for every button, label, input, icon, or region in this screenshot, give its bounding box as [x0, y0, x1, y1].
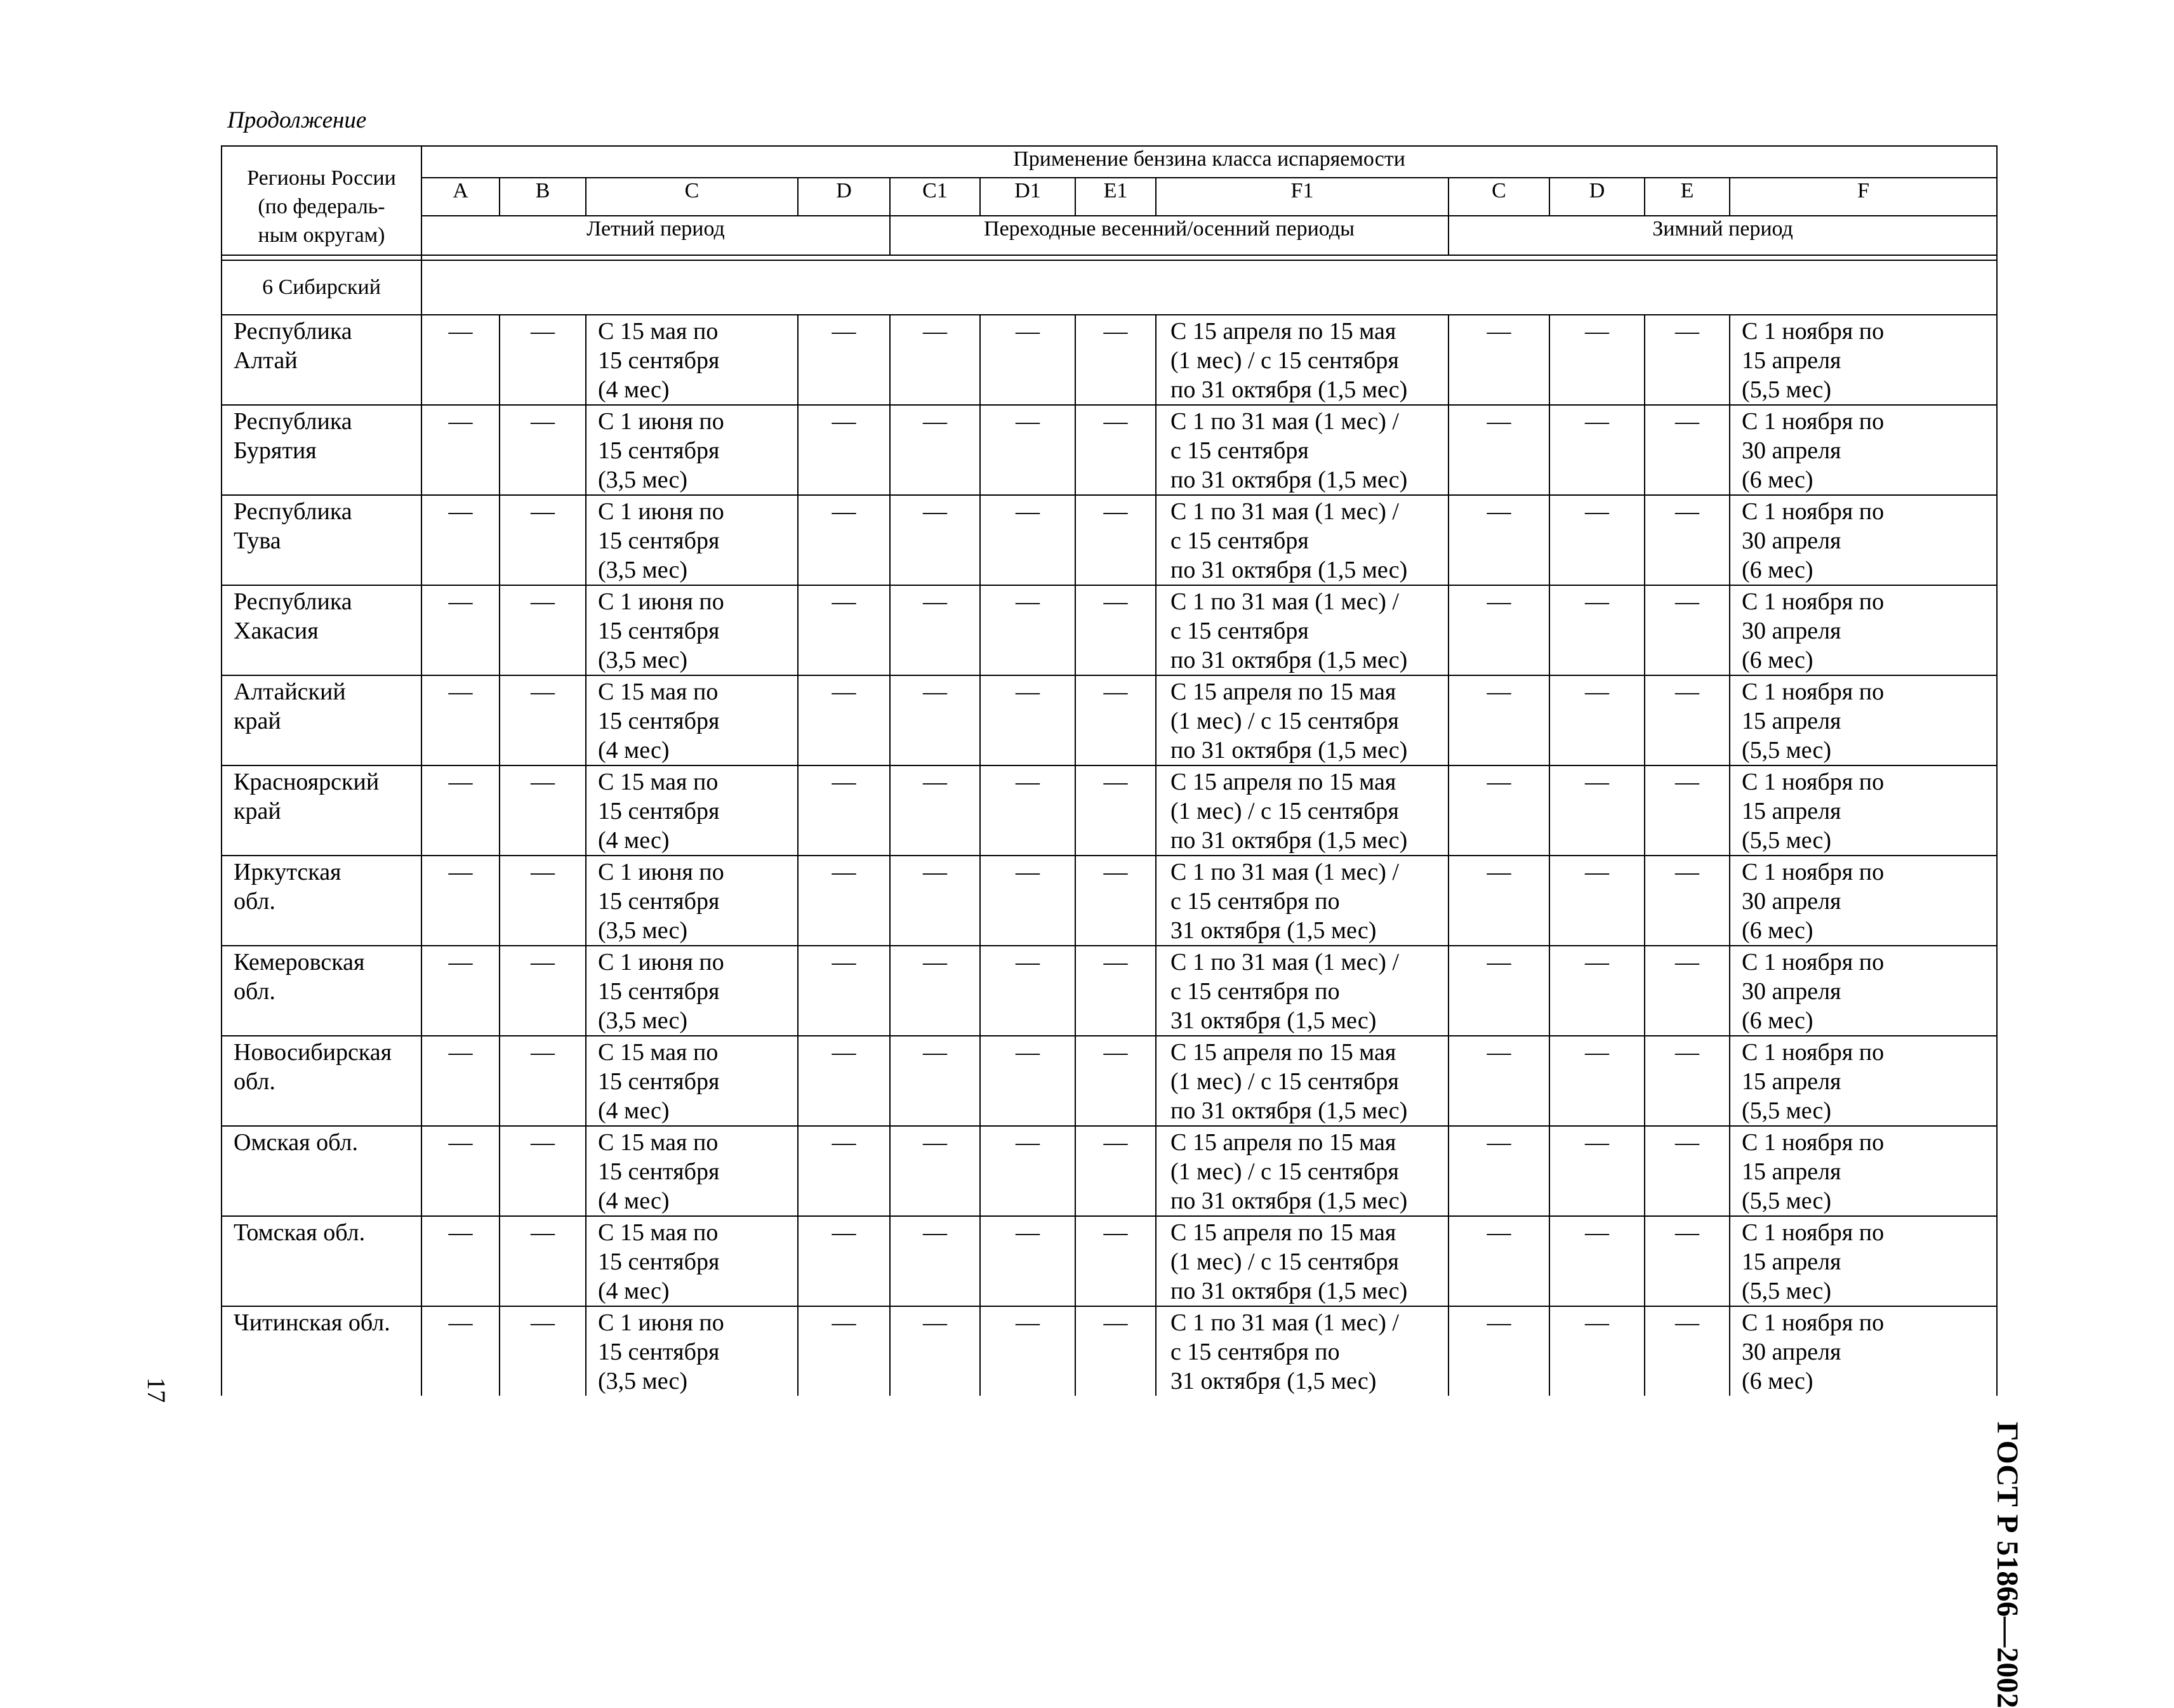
dash-cell: — — [890, 1126, 980, 1216]
dash-cell: — — [421, 315, 500, 405]
dash-cell: — — [798, 675, 890, 765]
dash-cell: — — [1075, 1036, 1156, 1126]
dash-cell: — — [1549, 675, 1645, 765]
dash-cell: — — [890, 1036, 980, 1126]
gasoline-volatility-table — [221, 145, 1998, 1396]
transitional-f1-cell: С 15 апреля по 15 мая (1 мес) / с 15 сентября по 31 октября (1,5 мес) — [1156, 675, 1448, 765]
table-row — [222, 315, 1997, 405]
dash-cell: — — [1448, 765, 1549, 856]
dash-cell: — — [980, 585, 1075, 675]
summer-c-cell: С 15 мая по 15 сентября (4 мес) — [586, 675, 798, 765]
table-row — [222, 765, 1997, 856]
dash-cell: — — [980, 495, 1075, 585]
dash-cell: — — [421, 675, 500, 765]
class-header-9: D — [1549, 178, 1645, 216]
region-cell: Омская обл. — [222, 1126, 421, 1216]
winter-f-cell: С 1 ноября по 15 апреля (5,5 мес) — [1730, 1216, 1997, 1306]
dash-cell: — — [1075, 1306, 1156, 1396]
page-number: 17 — [142, 1377, 171, 1403]
data-rows — [222, 315, 1997, 1396]
winter-f-cell: С 1 ноября по 15 апреля (5,5 мес) — [1730, 765, 1997, 856]
dash-cell: — — [890, 405, 980, 495]
regions-header: Регионы России (по федераль- ным округам) — [222, 146, 421, 255]
dash-cell: — — [798, 315, 890, 405]
dash-cell: — — [798, 856, 890, 946]
dash-cell: — — [500, 856, 586, 946]
winter-f-cell: С 1 ноября по 30 апреля (6 мес) — [1730, 495, 1997, 585]
region-cell: Новосибирская обл. — [222, 1036, 421, 1126]
dash-cell: — — [500, 946, 586, 1036]
class-header-6: E1 — [1075, 178, 1156, 216]
dash-cell: — — [1549, 1126, 1645, 1216]
winter-f-cell: С 1 ноября по 30 апреля (6 мес) — [1730, 585, 1997, 675]
summer-c-cell: С 1 июня по 15 сентября (3,5 мес) — [586, 585, 798, 675]
class-header-3: D — [798, 178, 890, 216]
dash-cell: — — [798, 585, 890, 675]
dash-cell: — — [1549, 856, 1645, 946]
dash-cell: — — [890, 675, 980, 765]
winter-f-cell: С 1 ноября по 15 апреля (5,5 мес) — [1730, 1126, 1997, 1216]
region-cell: Иркутская обл. — [222, 856, 421, 946]
winter-f-cell: С 1 ноября по 30 апреля (6 мес) — [1730, 405, 1997, 495]
class-header-7: F1 — [1156, 178, 1448, 216]
dash-cell: — — [798, 765, 890, 856]
dash-cell: — — [500, 765, 586, 856]
summer-c-cell: С 15 мая по 15 сентября (4 мес) — [586, 315, 798, 405]
region-cell: Республика Бурятия — [222, 405, 421, 495]
winter-f-cell: С 1 ноября по 30 апреля (6 мес) — [1730, 856, 1997, 946]
dash-cell: — — [1448, 1216, 1549, 1306]
winter-f-cell: С 1 ноября по 30 апреля (6 мес) — [1730, 1306, 1997, 1396]
dash-cell: — — [890, 315, 980, 405]
dash-cell: — — [421, 585, 500, 675]
dash-cell: — — [980, 315, 1075, 405]
application-header: Применение бензина класса испаряемости — [421, 146, 1997, 178]
dash-cell: — — [500, 1036, 586, 1126]
dash-cell: — — [1075, 675, 1156, 765]
dash-cell: — — [798, 1126, 890, 1216]
dash-cell: — — [980, 765, 1075, 856]
document-standard-title: ГОСТ Р 51866—2002 — [1991, 1422, 2024, 1708]
class-header-0: A — [421, 178, 500, 216]
transitional-f1-cell: С 1 по 31 мая (1 мес) / с 15 сентября по 31 октября (1,5 мес) — [1156, 495, 1448, 585]
dash-cell: — — [421, 495, 500, 585]
dash-cell: — — [1448, 315, 1549, 405]
dash-cell: — — [980, 1036, 1075, 1126]
class-header-8: C — [1448, 178, 1549, 216]
dash-cell: — — [798, 1216, 890, 1306]
dash-cell: — — [1549, 1216, 1645, 1306]
dash-cell: — — [1075, 856, 1156, 946]
dash-cell: — — [1645, 315, 1730, 405]
dash-cell: — — [980, 856, 1075, 946]
dash-cell: — — [1448, 675, 1549, 765]
winter-period-header: Зимний период — [1448, 216, 1997, 255]
continuation-label: Продолжение — [227, 107, 367, 133]
dash-cell: — — [1075, 1216, 1156, 1306]
dash-cell: — — [1645, 675, 1730, 765]
transitional-period-header: Переходные весенний/осенний периоды — [890, 216, 1448, 255]
dash-cell: — — [798, 946, 890, 1036]
transitional-f1-cell: С 1 по 31 мая (1 мес) / с 15 сентября по 31 октября (1,5 мес) — [1156, 405, 1448, 495]
summer-c-cell: С 1 июня по 15 сентября (3,5 мес) — [586, 856, 798, 946]
dash-cell: — — [500, 585, 586, 675]
dash-cell: — — [1549, 585, 1645, 675]
dash-cell: — — [1645, 856, 1730, 946]
summer-c-cell: С 1 июня по 15 сентября (3,5 мес) — [586, 946, 798, 1036]
dash-cell: — — [1645, 946, 1730, 1036]
dash-cell: — — [500, 1126, 586, 1216]
dash-cell: — — [1645, 1216, 1730, 1306]
table-row — [222, 856, 1997, 946]
table-row — [222, 1216, 1997, 1306]
region-cell: Республика Хакасия — [222, 585, 421, 675]
dash-cell: — — [1645, 1126, 1730, 1216]
summer-period-header: Летний период — [421, 216, 890, 255]
dash-cell: — — [1645, 405, 1730, 495]
transitional-f1-cell: С 15 апреля по 15 мая (1 мес) / с 15 сентября по 31 октября (1,5 мес) — [1156, 1216, 1448, 1306]
dash-cell: — — [1448, 585, 1549, 675]
dash-cell: — — [980, 1126, 1075, 1216]
winter-f-cell: С 1 ноября по 30 апреля (6 мес) — [1730, 946, 1997, 1036]
dash-cell: — — [1075, 946, 1156, 1036]
dash-cell: — — [421, 1306, 500, 1396]
dash-cell: — — [1645, 765, 1730, 856]
dash-cell: — — [890, 1306, 980, 1396]
dash-cell: — — [421, 856, 500, 946]
dash-cell: — — [890, 856, 980, 946]
dash-cell: — — [1549, 946, 1645, 1036]
dash-cell: — — [1448, 495, 1549, 585]
winter-f-cell: С 1 ноября по 15 апреля (5,5 мес) — [1730, 1036, 1997, 1126]
summer-c-cell: С 15 мая по 15 сентября (4 мес) — [586, 1216, 798, 1306]
region-cell: Красноярский край — [222, 765, 421, 856]
dash-cell: — — [1549, 765, 1645, 856]
dash-cell: — — [980, 405, 1075, 495]
class-header-5: D1 — [980, 178, 1075, 216]
transitional-f1-cell: С 1 по 31 мая (1 мес) / с 15 сентября по 31 октября (1,5 мес) — [1156, 585, 1448, 675]
table-row — [222, 585, 1997, 675]
class-header-2: C — [586, 178, 798, 216]
table-row — [222, 675, 1997, 765]
dash-cell: — — [980, 946, 1075, 1036]
dash-cell: — — [1645, 1306, 1730, 1396]
dash-cell: — — [798, 1036, 890, 1126]
summer-c-cell: С 15 мая по 15 сентября (4 мес) — [586, 765, 798, 856]
transitional-f1-cell: С 1 по 31 мая (1 мес) / с 15 сентября по 31 октября (1,5 мес) — [1156, 946, 1448, 1036]
class-header-11: F — [1730, 178, 1997, 216]
table-row — [222, 1306, 1997, 1396]
transitional-f1-cell: С 15 апреля по 15 мая (1 мес) / с 15 сентября по 31 октября (1,5 мес) — [1156, 1126, 1448, 1216]
dash-cell: — — [421, 946, 500, 1036]
dash-cell: — — [1549, 495, 1645, 585]
dash-cell: — — [1075, 405, 1156, 495]
dash-cell: — — [500, 1216, 586, 1306]
region-cell: Кемеровская обл. — [222, 946, 421, 1036]
class-header-4: C1 — [890, 178, 980, 216]
table-row — [222, 495, 1997, 585]
dash-cell: — — [890, 1216, 980, 1306]
dash-cell: — — [890, 495, 980, 585]
dash-cell: — — [1075, 315, 1156, 405]
class-header-1: B — [500, 178, 586, 216]
dash-cell: — — [1448, 1306, 1549, 1396]
dash-cell: — — [980, 1216, 1075, 1306]
summer-c-cell: С 15 мая по 15 сентября (4 мес) — [586, 1126, 798, 1216]
region-cell: Республика Тува — [222, 495, 421, 585]
dash-cell: — — [500, 315, 586, 405]
dash-cell: — — [980, 675, 1075, 765]
transitional-f1-cell: С 1 по 31 мая (1 мес) / с 15 сентября по 31 октября (1,5 мес) — [1156, 856, 1448, 946]
table-row — [222, 1126, 1997, 1216]
dash-cell: — — [421, 405, 500, 495]
dash-cell: — — [1549, 405, 1645, 495]
dash-cell: — — [1645, 585, 1730, 675]
dash-cell: — — [421, 765, 500, 856]
dash-cell: — — [421, 1216, 500, 1306]
dash-cell: — — [1075, 495, 1156, 585]
transitional-f1-cell: С 15 апреля по 15 мая (1 мес) / с 15 сентября по 31 октября (1,5 мес) — [1156, 315, 1448, 405]
dash-cell: — — [1448, 1036, 1549, 1126]
dash-cell: — — [890, 946, 980, 1036]
dash-cell: — — [500, 675, 586, 765]
dash-cell: — — [1549, 315, 1645, 405]
dash-cell: — — [890, 585, 980, 675]
table-row — [222, 405, 1997, 495]
dash-cell: — — [1448, 946, 1549, 1036]
dash-cell: — — [1075, 585, 1156, 675]
table-row — [222, 1036, 1997, 1126]
dash-cell: — — [421, 1036, 500, 1126]
summer-c-cell: С 1 июня по 15 сентября (3,5 мес) — [586, 1306, 798, 1396]
dash-cell: — — [890, 765, 980, 856]
region-cell: Томская обл. — [222, 1216, 421, 1306]
summer-c-cell: С 15 мая по 15 сентября (4 мес) — [586, 1036, 798, 1126]
dash-cell: — — [1645, 495, 1730, 585]
summer-c-cell: С 1 июня по 15 сентября (3,5 мес) — [586, 405, 798, 495]
dash-cell: — — [798, 1306, 890, 1396]
dash-cell: — — [500, 1306, 586, 1396]
dash-cell: — — [1645, 1036, 1730, 1126]
dash-cell: — — [1075, 765, 1156, 856]
region-cell: Читинская обл. — [222, 1306, 421, 1396]
dash-cell: — — [1448, 856, 1549, 946]
dash-cell: — — [1549, 1036, 1645, 1126]
dash-cell: — — [500, 495, 586, 585]
section-title: 6 Сибирский — [222, 260, 421, 315]
table-row — [222, 946, 1997, 1036]
region-cell: Республика Алтай — [222, 315, 421, 405]
dash-cell: — — [1448, 405, 1549, 495]
transitional-f1-cell: С 15 апреля по 15 мая (1 мес) / с 15 сентября по 31 октября (1,5 мес) — [1156, 1036, 1448, 1126]
dash-cell: — — [1549, 1306, 1645, 1396]
transitional-f1-cell: С 1 по 31 мая (1 мес) / с 15 сентября по 31 октября (1,5 мес) — [1156, 1306, 1448, 1396]
winter-f-cell: С 1 ноября по 15 апреля (5,5 мес) — [1730, 315, 1997, 405]
class-header-10: E — [1645, 178, 1730, 216]
transitional-f1-cell: С 15 апреля по 15 мая (1 мес) / с 15 сентября по 31 октября (1,5 мес) — [1156, 765, 1448, 856]
dash-cell: — — [421, 1126, 500, 1216]
region-cell: Алтайский край — [222, 675, 421, 765]
dash-cell: — — [1448, 1126, 1549, 1216]
dash-cell: — — [1075, 1126, 1156, 1216]
dash-cell: — — [500, 405, 586, 495]
dash-cell: — — [980, 1306, 1075, 1396]
winter-f-cell: С 1 ноября по 15 апреля (5,5 мес) — [1730, 675, 1997, 765]
summer-c-cell: С 1 июня по 15 сентября (3,5 мес) — [586, 495, 798, 585]
dash-cell: — — [798, 495, 890, 585]
dash-cell: — — [798, 405, 890, 495]
